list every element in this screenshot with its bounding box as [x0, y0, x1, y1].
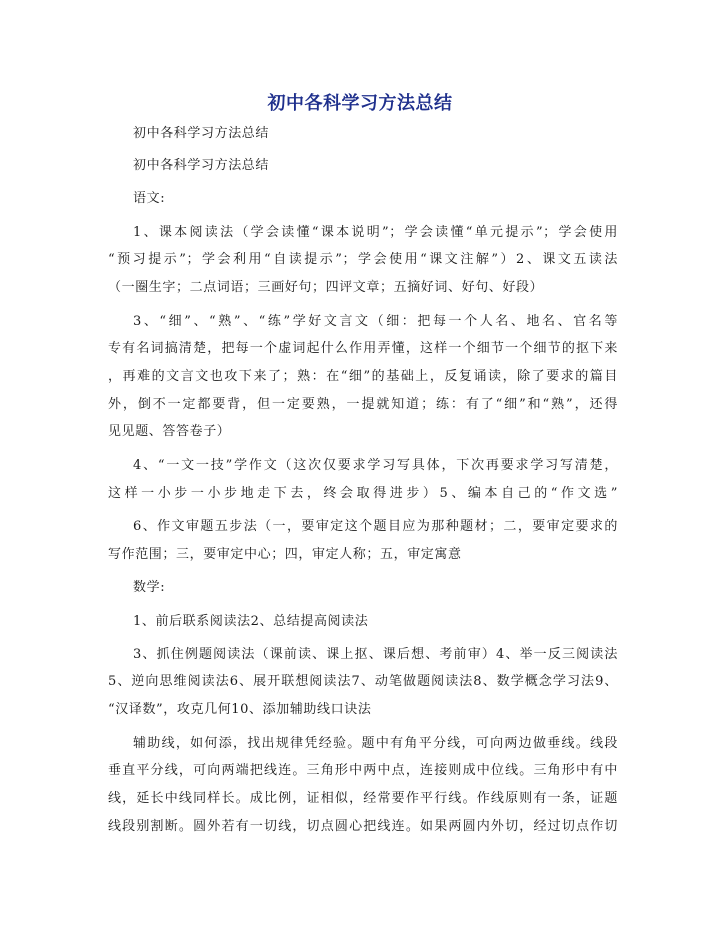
text-line: 5、逆向思维阅读法6、展开联想阅读法7、动笔做题阅读法8、数学概念学习法9、	[108, 674, 618, 689]
text-line: “汉译数”，攻克几何10、添加辅助线口诀法	[108, 702, 372, 717]
text-line: 初中各科学习方法总结	[133, 126, 270, 141]
text-line: 4、“一文一技”学作文（这次仅要求学习写具体，下次再要求学习写清楚，	[133, 458, 618, 473]
text-line: 3、“细”、“熟”、“练”学好文言文（细：把每一个人名、地名、官名等	[133, 314, 618, 329]
text-line: 写作范围；三，要审定中心；四，审定人称；五，审定寓意	[108, 547, 462, 562]
text-line: 垂直平分线，可向两端把线连。三角形中两中点，连接则成中位线。三角形中有中	[108, 763, 618, 778]
text-line: 见见题、答答卷子）	[108, 424, 231, 439]
text-line: “预习提示”；学会利用“自读提示”；学会使用“课文注解”）2、课文五读法	[108, 252, 618, 267]
text-line: 专有名词搞清楚，把每一个虚词起什么作用弄懂，这样一个细节一个细节的抠下来	[108, 341, 618, 356]
document-title: 初中各科学习方法总结	[267, 93, 453, 114]
text-line: 初中各科学习方法总结	[133, 158, 270, 173]
text-line: 辅助线，如何添，找出规律凭经验。题中有角平分线，可向两边做垂线。线段	[133, 736, 618, 751]
text-line: 线段别割断。圆外若有一切线，切点圆心把线连。如果两圆内外切，经过切点作切	[108, 819, 618, 834]
section-heading-chinese: 语文:	[133, 191, 166, 206]
text-line: 线，延长中线同样长。成比例，证相似，经常要作平行线。作线原则有一条，证题	[108, 791, 618, 806]
text-line: 6、作文审题五步法（一，要审定这个题目应为那种题材；二，要审定要求的	[133, 519, 618, 534]
text-line: 1、前后联系阅读法2、总结提高阅读法	[133, 614, 369, 629]
text-line: 外，倒不一定都要背，但一定要熟，一提就知道；练：有了“细”和“熟”，还得	[108, 397, 618, 412]
text-line: ，再难的文言文也攻下来了；熟：在“细”的基础上，反复诵读，除了要求的篇目	[108, 369, 618, 384]
text-line: 这样一小步一小步地走下去，终会取得进步）5、编本自己的“作文选”	[108, 486, 618, 501]
text-line: 1、课本阅读法（学会读懂“课本说明”；学会读懂“单元提示”；学会使用	[133, 225, 618, 240]
text-line: （一圈生字；二点词语；三画好句；四评文章；五摘好词、好句、好段）	[108, 280, 544, 295]
text-line: 3、抓住例题阅读法（课前读、课上抠、课后想、考前审）4、举一反三阅读法	[133, 647, 618, 662]
section-heading-math: 数学:	[133, 580, 166, 595]
